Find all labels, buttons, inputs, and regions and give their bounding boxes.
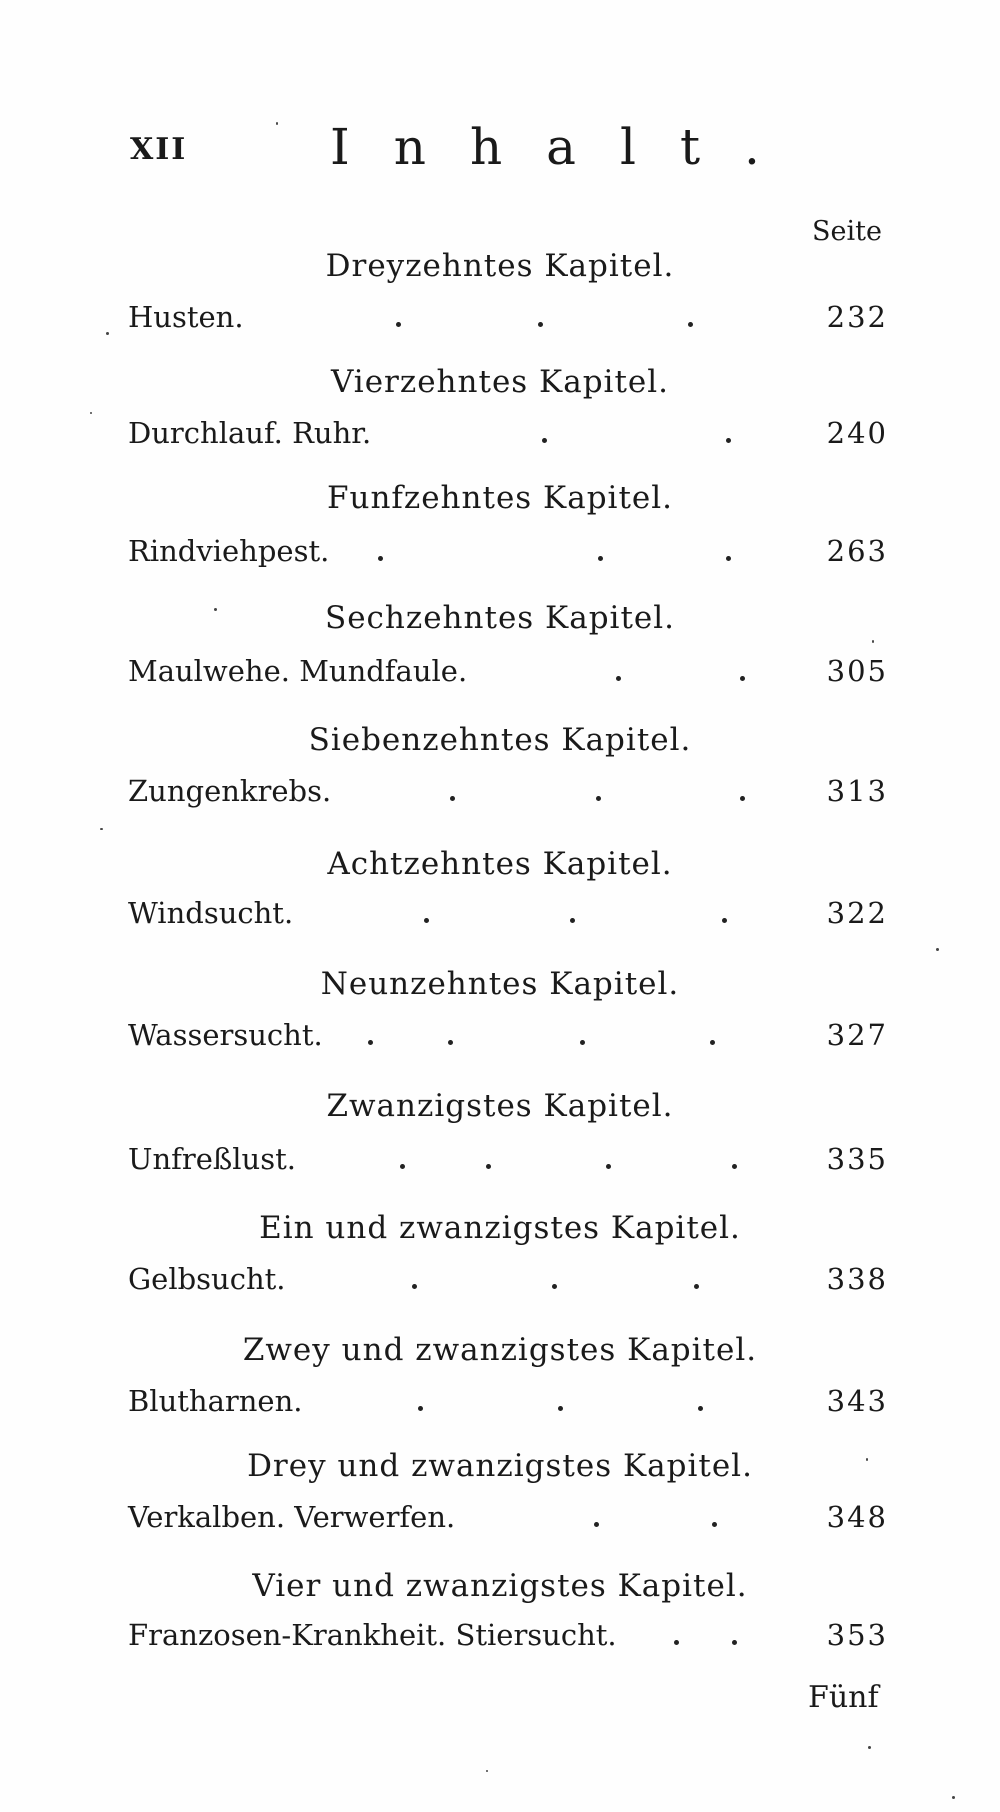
leader-dot (726, 556, 731, 561)
leader-dot (710, 1040, 715, 1045)
ink-speck (868, 1746, 871, 1749)
toc-entry-page: 232 (826, 300, 888, 334)
leader-dot (740, 676, 745, 681)
chapter-heading: Ein und zwanzigstes Kapitel. (259, 1210, 741, 1246)
leader-dot (396, 322, 401, 327)
toc-entry-title: Rindviehpest. (128, 534, 330, 568)
leader-dot (378, 556, 383, 561)
chapter-heading: Sechzehntes Kapitel. (324, 600, 676, 636)
catchword: Fünf (808, 1680, 879, 1715)
leader-dot (726, 438, 731, 443)
leader-dot (558, 1406, 563, 1411)
toc-entry-title: Blutharnen. (128, 1384, 303, 1418)
toc-entry (128, 1618, 888, 1658)
toc-entry-page: 335 (826, 1142, 888, 1176)
leader-dot (606, 1164, 611, 1169)
chapter-heading: Neunzehntes Kapitel. (320, 966, 680, 1002)
toc-entry-title: Verkalben. Verwerfen. (128, 1500, 456, 1534)
leader-dot (616, 676, 621, 681)
toc-entry-page: 343 (826, 1384, 888, 1418)
leader-dot (732, 1164, 737, 1169)
toc-entry-page: 313 (826, 774, 888, 808)
leader-dot (694, 1284, 699, 1289)
leader-dot (418, 1406, 423, 1411)
toc-entry-page: 263 (826, 534, 888, 568)
toc-entry-page: 240 (826, 416, 888, 450)
leader-dot (732, 1640, 737, 1645)
leader-dot (400, 1164, 405, 1169)
chapter-heading: Drey und zwanzigstes Kapitel. (247, 1448, 753, 1484)
toc-entry-title: Maulwehe. Mundfaule. (128, 654, 468, 688)
ink-speck (214, 608, 217, 611)
toc-entry-title: Windsucht. (128, 896, 294, 930)
toc-entry (128, 1142, 888, 1182)
chapter-heading: Funfzehntes Kapitel. (326, 480, 674, 516)
leader-dot (542, 438, 547, 443)
leader-dot (448, 1040, 453, 1045)
toc-entry-page: 322 (826, 896, 888, 930)
toc-entry-page: 327 (826, 1018, 888, 1052)
toc-entry (128, 534, 888, 574)
leader-dot (674, 1640, 679, 1645)
leader-dot (688, 322, 693, 327)
chapter-heading: Zwanzigstes Kapitel. (326, 1088, 674, 1124)
leader-dot (486, 1164, 491, 1169)
ink-speck (872, 640, 874, 643)
leader-dot (538, 322, 543, 327)
leader-dot (722, 918, 727, 923)
ink-speck (486, 1770, 488, 1772)
leader-dot (412, 1284, 417, 1289)
toc-entry-title: Durchlauf. Ruhr. (128, 416, 372, 450)
leader-dot (596, 796, 601, 801)
chapter-heading: Zwey und zwanzigstes Kapitel. (242, 1332, 758, 1368)
leader-dot (594, 1522, 599, 1527)
ink-speck (90, 412, 92, 414)
leader-dot (740, 796, 745, 801)
ink-speck (952, 1796, 955, 1799)
chapter-heading: Vierzehntes Kapitel. (330, 364, 670, 400)
chapter-heading: Vier und zwanzigstes Kapitel. (252, 1568, 748, 1604)
running-title: Inhalt. (330, 118, 804, 176)
ink-speck (276, 122, 278, 125)
chapter-heading: Siebenzehntes Kapitel. (308, 722, 692, 758)
toc-entry-title: Zungenkrebs. (128, 774, 332, 808)
toc-entry (128, 300, 888, 340)
toc-entry-title: Unfreßlust. (128, 1142, 296, 1176)
toc-entry-page: 353 (826, 1618, 888, 1652)
toc-entry-page: 305 (826, 654, 888, 688)
leader-dot (712, 1522, 717, 1527)
leader-dot (450, 796, 455, 801)
page-column-label: Seite (812, 216, 882, 247)
leader-dot (368, 1040, 373, 1045)
chapter-heading: Dreyzehntes Kapitel. (325, 248, 675, 284)
chapter-heading: Achtzehntes Kapitel. (327, 846, 673, 882)
toc-entry (128, 1262, 888, 1302)
leader-dot (598, 556, 603, 561)
ink-speck (106, 332, 109, 335)
toc-entry (128, 1018, 888, 1058)
toc-entry-title: Franzosen-Krankheit. Stiersucht. (128, 1618, 617, 1652)
leader-dot (580, 1040, 585, 1045)
leader-dot (698, 1406, 703, 1411)
toc-entry (128, 1384, 888, 1424)
toc-entry-page: 348 (826, 1500, 888, 1534)
toc-entry (128, 654, 888, 694)
page-number: XII (130, 132, 188, 167)
toc-entry (128, 896, 888, 936)
leader-dot (552, 1284, 557, 1289)
toc-entry-title: Husten. (128, 300, 244, 334)
leader-dot (570, 918, 575, 923)
toc-entry (128, 774, 888, 814)
ink-speck (936, 948, 939, 951)
ink-speck (100, 828, 103, 830)
toc-entry (128, 1500, 888, 1540)
leader-dot (424, 918, 429, 923)
toc-entry (128, 416, 888, 456)
toc-entry-page: 338 (826, 1262, 888, 1296)
ink-speck (866, 1458, 868, 1461)
toc-entry-title: Wassersucht. (128, 1018, 323, 1052)
toc-entry-title: Gelbsucht. (128, 1262, 286, 1296)
